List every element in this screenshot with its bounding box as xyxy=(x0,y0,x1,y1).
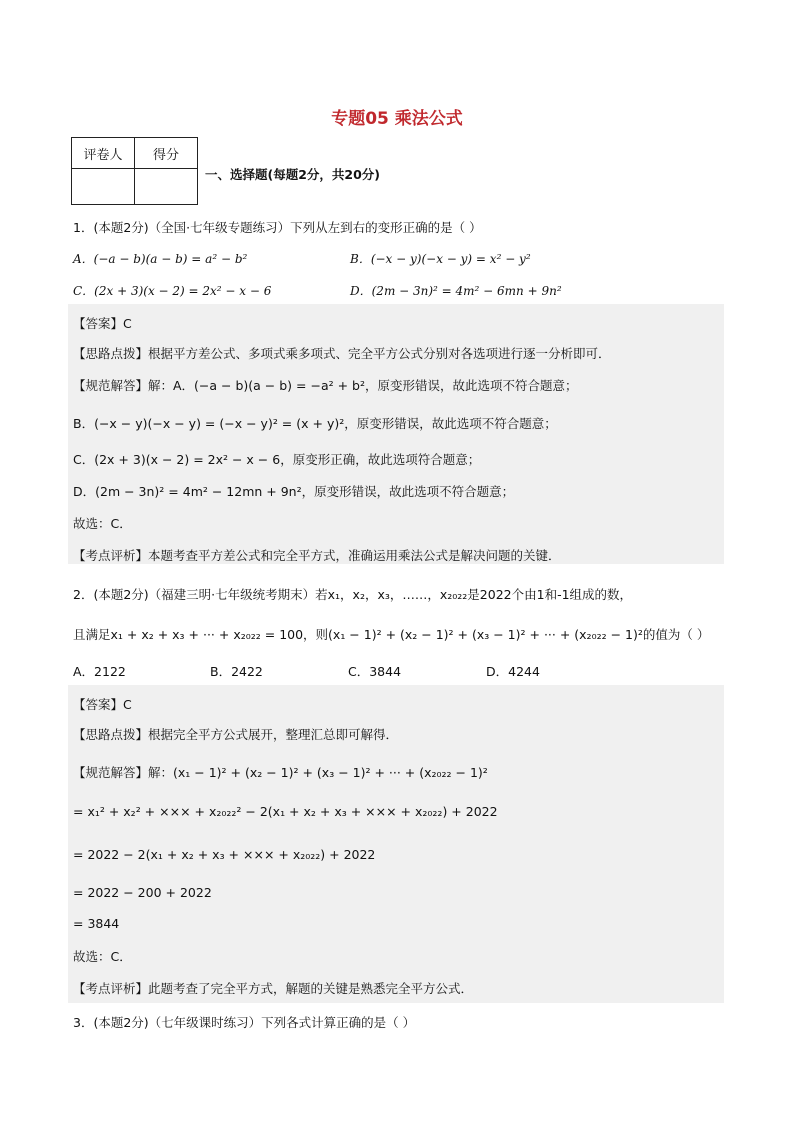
q2-stem-line-2: 且满足x₁ + x₂ + x₃ + ··· + x₂₀₂₂ = 100，则(x₁ − 1)² + (x₂ − 1)² + (x₃ − 1)² + ··· + (x₂₀₂₂ − 1)²的值为（ ） xyxy=(73,627,710,642)
q1-option-a: A．(−a − b)(a − b) = a² − b² xyxy=(73,252,248,266)
q2-option-b: B．2422 xyxy=(210,664,263,679)
q3-stem: 3．(本题2分)（七年级课时练习）下列各式计算正确的是（ ） xyxy=(73,1015,416,1030)
q1-stem: 1．(本题2分)（全国·七年级专题练习）下列从左到右的变形正确的是（ ） xyxy=(73,220,482,235)
q2-review: 【考点评析】此题考查了完全平方式，解题的关键是熟悉完全平方公式． xyxy=(73,981,474,996)
q1-choose: 故选：C． xyxy=(73,516,132,531)
q1-option-c: C．(2x + 3)(x − 2) = 2x² − x − 6 xyxy=(73,284,272,298)
q1-answer: 【答案】C xyxy=(73,316,132,331)
q1-solution-line-4: D．(2m − 3n)² = 4m² − 12mn + 9n²，原变形错误，故此选项不符合题意； xyxy=(73,484,515,499)
score-table-cell-grader xyxy=(72,169,135,205)
q1-option-b: B．(−x − y)(−x − y) = x² − y² xyxy=(350,252,531,266)
q2-solution-line-2: = x₁² + x₂² + ××× + x₂₀₂₂² − 2(x₁ + x₂ + x₃ + ××× + x₂₀₂₂) + 2022 xyxy=(73,804,498,819)
score-table-header-score: 得分 xyxy=(135,138,198,169)
q2-choose: 故选：C． xyxy=(73,949,132,964)
q1-review: 【考点评析】本题考查平方差公式和完全平方式，准确运用乘法公式是解决问题的关键． xyxy=(73,548,561,563)
page-title: 专题05 乘法公式 xyxy=(331,109,463,129)
q2-option-d: D．4244 xyxy=(486,664,540,679)
q2-option-c: C．3844 xyxy=(348,664,402,679)
q2-answer: 【答案】C xyxy=(73,697,132,712)
q1-hint: 【思路点拨】根据平方差公式、多项式乘多项式、完全平方公式分别对各选项进行逐一分析即可． xyxy=(73,346,611,361)
q2-solution-line-3: = 2022 − 2(x₁ + x₂ + x₃ + ××× + x₂₀₂₂) + 2022 xyxy=(73,847,376,862)
section-heading: 一、选择题(每题2分，共20分) xyxy=(205,167,381,182)
score-table-header-grader: 评卷人 xyxy=(72,138,135,169)
q1-solution-line-2: B．(−x − y)(−x − y) = (−x − y)² = (x + y)²，原变形错误，故此选项不符合题意； xyxy=(73,416,557,431)
q2-stem-line-1: 2．(本题2分)（福建三明·七年级统考期末）若x₁，x₂，x₃，……，x₂₀₂₂是2022个由1和-1组成的数， xyxy=(73,587,633,602)
q1-answer-box xyxy=(68,304,724,564)
q2-solution-line-1: 【规范解答】解：(x₁ − 1)² + (x₂ − 1)² + (x₃ − 1)² + ··· + (x₂₀₂₂ − 1)² xyxy=(73,765,488,780)
q1-solution-line-1: 【规范解答】解：A．(−a − b)(a − b) = −a² + b²，原变形错误，故此选项不符合题意； xyxy=(73,378,578,393)
q2-option-a: A．2122 xyxy=(73,664,126,679)
q2-solution-line-4: = 2022 − 200 + 2022 xyxy=(73,885,212,900)
q1-option-d: D．(2m − 3n)² = 4m² − 6mn + 9n² xyxy=(350,284,562,298)
q2-solution-line-5: = 3844 xyxy=(73,916,120,931)
q2-hint: 【思路点拨】根据完全平方公式展开，整理汇总即可解得． xyxy=(73,727,399,742)
q1-solution-line-3: C．(2x + 3)(x − 2) = 2x² − x − 6，原变形正确，故此选项符合题意； xyxy=(73,452,481,467)
score-table-cell-score xyxy=(135,169,198,205)
score-table xyxy=(71,137,198,205)
